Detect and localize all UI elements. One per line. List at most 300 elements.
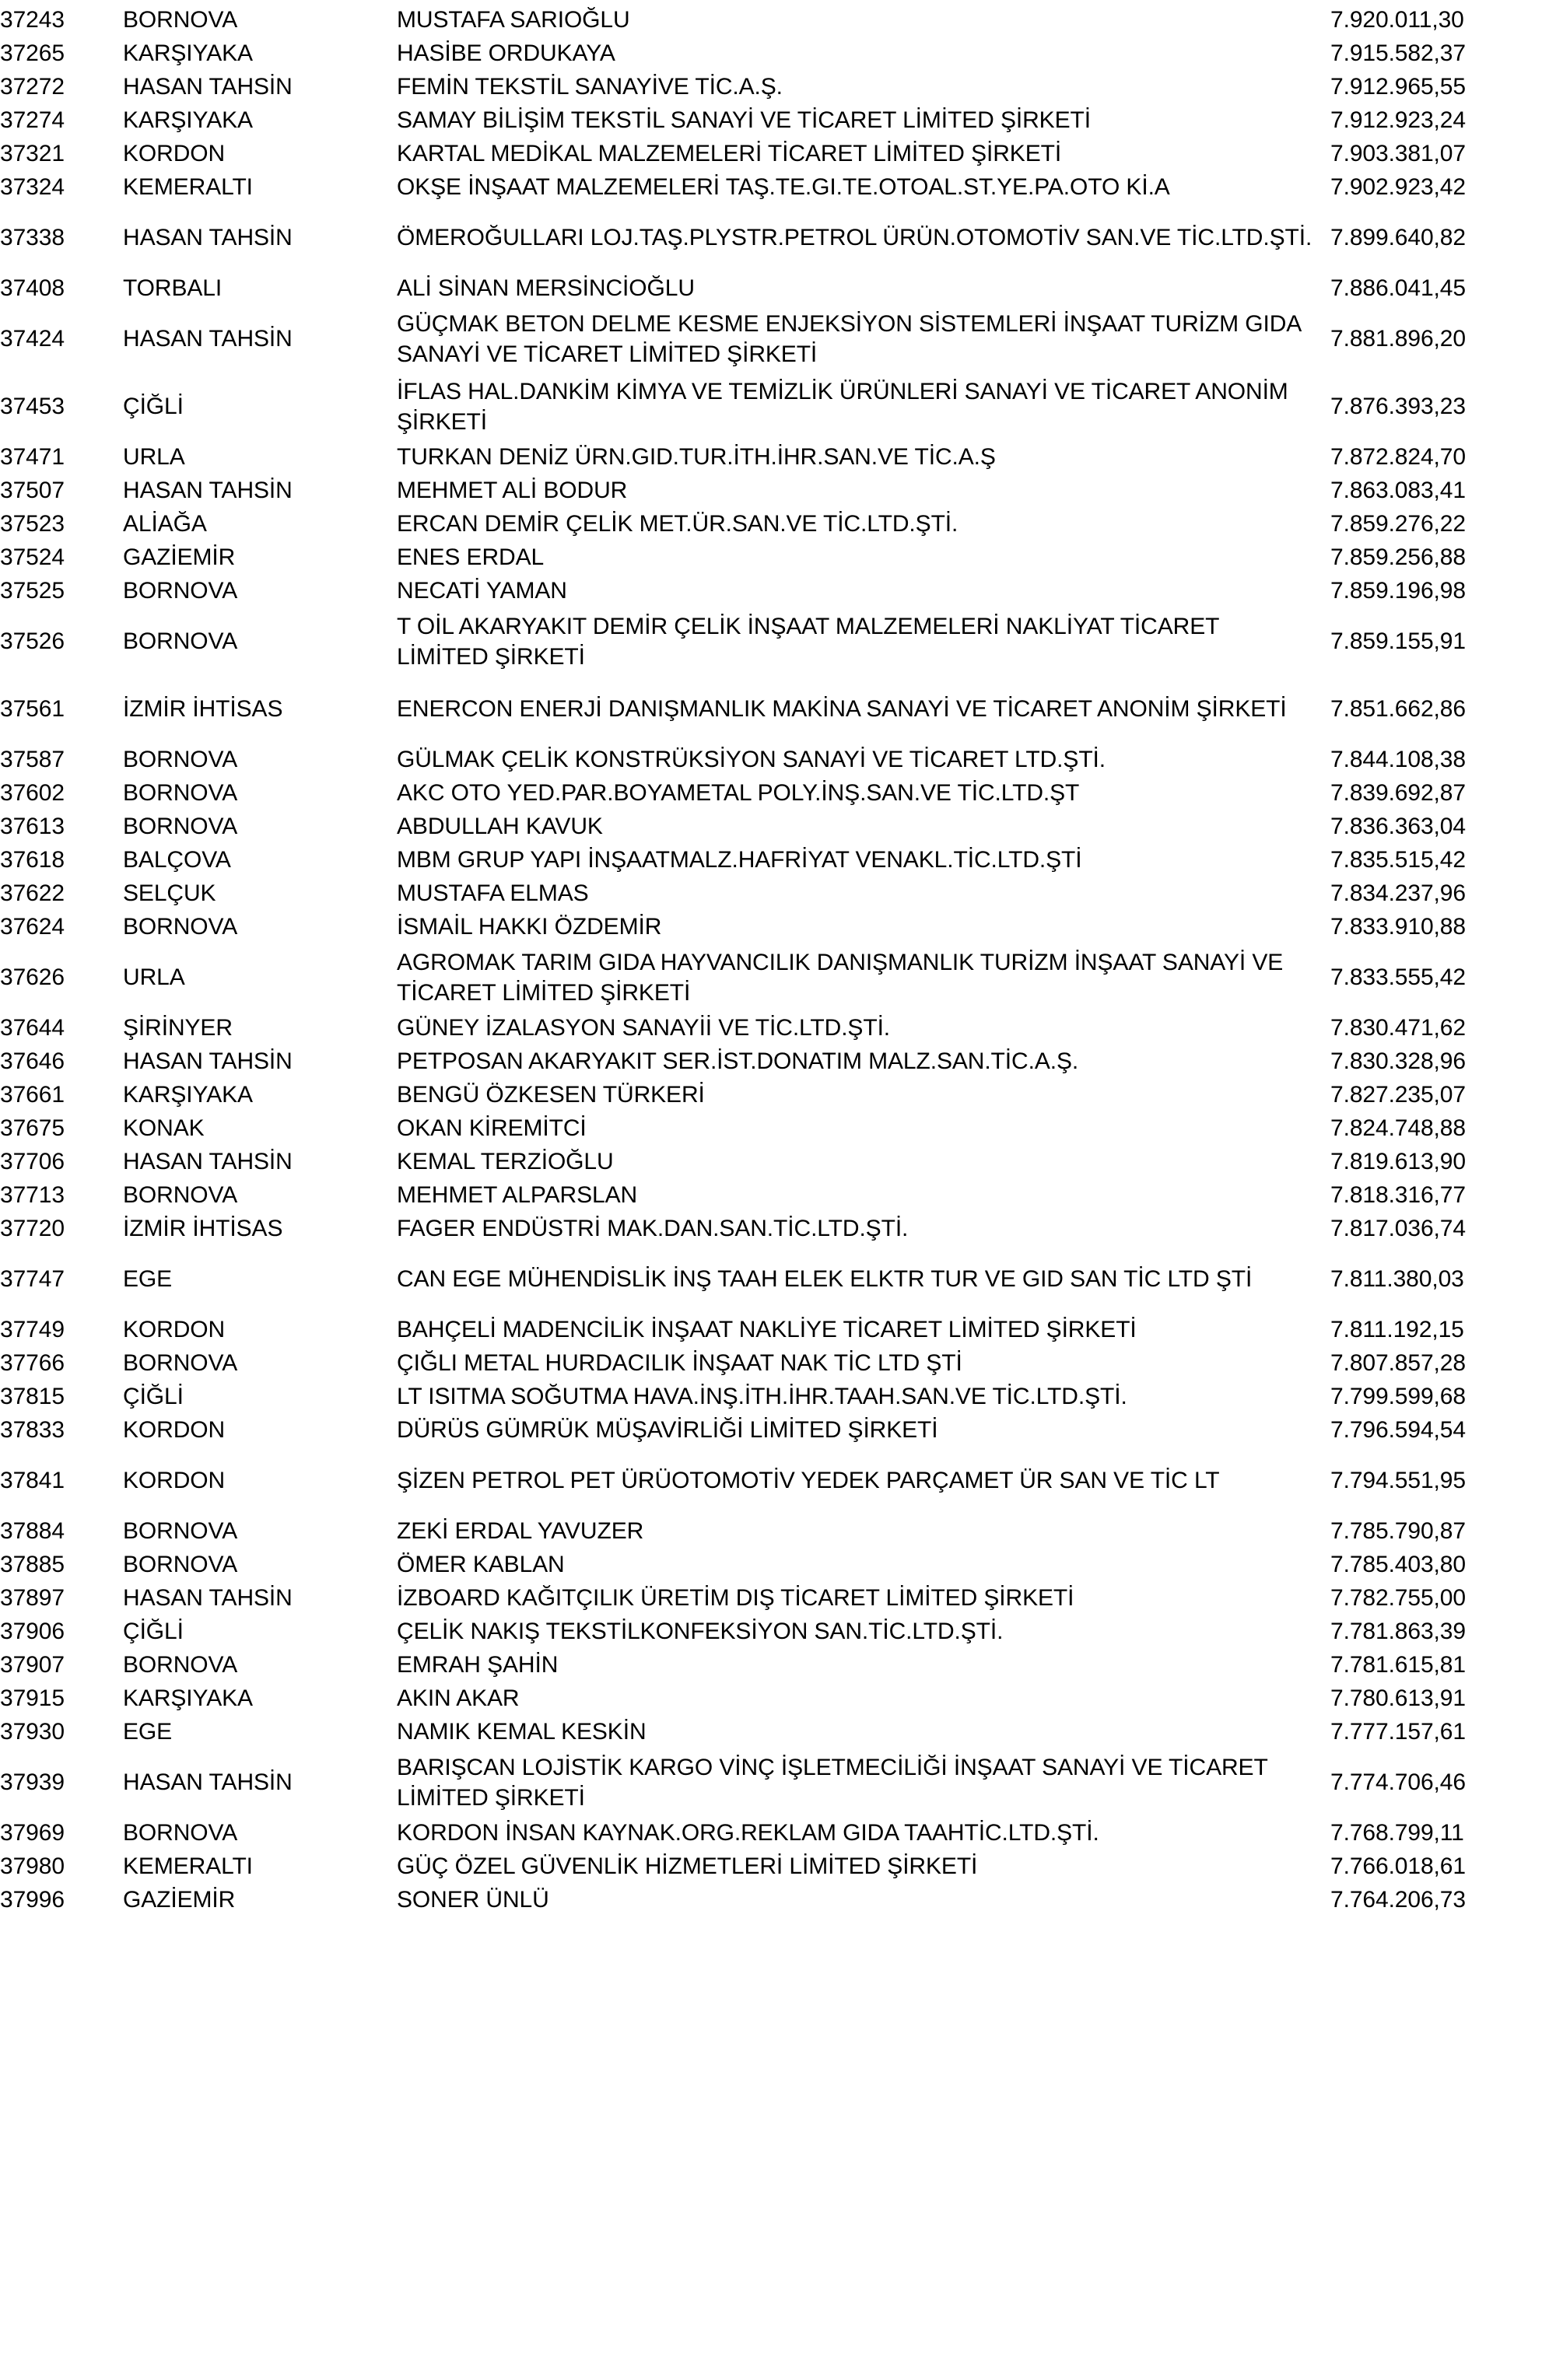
column-gap-3 [1316, 607, 1330, 675]
column-gap-1 [100, 103, 123, 137]
column-gap-4 [1509, 1883, 1542, 1916]
column-gap-3 [1316, 1212, 1330, 1245]
cell-taxpayer-name: ZEKİ ERDAL YAVUZER [397, 1518, 644, 1544]
column-gap-3 [1316, 1883, 1330, 1916]
column-gap-3 [1316, 305, 1330, 373]
cell-sequence-number: 37644 [0, 1015, 65, 1041]
cell-debt-amount: 7.781.615,81 [1330, 1652, 1466, 1678]
column-gap-3 [1316, 137, 1330, 170]
cell-tax-office: BORNOVA [123, 1182, 238, 1208]
column-gap-1 [100, 843, 123, 877]
cell-tax-office: HASAN TAHSİN [123, 74, 293, 100]
cell-taxpayer-name: SONER ÜNLÜ [397, 1887, 549, 1913]
table-row [0, 1212, 1542, 1245]
cell-tax-office: SELÇUK [123, 880, 216, 906]
table-row [0, 204, 1542, 271]
cell-debt-amount: 7.782.755,00 [1330, 1585, 1466, 1611]
cell-debt-amount: 7.876.393,23 [1330, 394, 1466, 419]
cell-sequence-number: 37471 [0, 444, 65, 470]
cell-debt-amount: 7.920.011,30 [1330, 7, 1464, 33]
cell-tax-office: KORDON [123, 1468, 226, 1493]
column-gap-4 [1509, 843, 1542, 877]
cell-taxpayer-name: GÜNEY İZALASYON SANAYİİ VE TİC.LTD.ŞTİ. [397, 1015, 891, 1041]
column-gap-2 [370, 474, 397, 507]
cell-taxpayer-name: AGROMAK TARIM GIDA HAYVANCILIK DANIŞMANLIK TURİZM İNŞAAT SANAYİ VE TİCARET LİMİTED ŞİRKETİ [397, 949, 1284, 1006]
cell-tax-office: ÇİĞLİ [123, 1619, 184, 1644]
column-gap-1 [100, 1447, 123, 1514]
cell-sequence-number: 37243 [0, 7, 65, 33]
column-gap-1 [100, 1045, 123, 1078]
cell-taxpayer-name: ENERCON ENERJİ DANIŞMANLIK MAKİNA SANAYİ VE TİCARET ANONİM ŞİRKETİ [397, 696, 1287, 722]
cell-tax-office: BORNOVA [123, 1652, 238, 1678]
table-row [0, 776, 1542, 810]
column-gap-2 [370, 1346, 397, 1380]
cell-debt-amount: 7.839.692,87 [1330, 780, 1466, 806]
cell-taxpayer-name: ÇIĞLI METAL HURDACILIK İNŞAAT NAK TİC LTD ŞTİ [397, 1350, 962, 1376]
cell-sequence-number: 37321 [0, 141, 65, 166]
cell-tax-office: ALİAĞA [123, 511, 207, 537]
cell-taxpayer-name: DÜRÜS GÜMRÜK MÜŞAVİRLİĞİ LİMİTED ŞİRKETİ [397, 1417, 938, 1443]
cell-taxpayer-name: ÖMEROĞULLARI LOJ.TAŞ.PLYSTR.PETROL ÜRÜN.OTOMOTİV SAN.VE TİC.LTD.ŞTİ. [397, 225, 1312, 250]
column-gap-3 [1316, 776, 1330, 810]
cell-debt-amount: 7.764.206,73 [1330, 1887, 1466, 1913]
cell-tax-office: TORBALI [123, 275, 223, 301]
column-gap-1 [100, 743, 123, 776]
table-row [0, 1715, 1542, 1748]
cell-taxpayer-name: PETPOSAN AKARYAKIT SER.İST.DONATIM MALZ.SAN.TİC.A.Ş. [397, 1048, 1079, 1074]
column-gap-4 [1509, 743, 1542, 776]
column-gap-2 [370, 170, 397, 204]
column-gap-1 [100, 1715, 123, 1748]
cell-tax-office: KORDON [123, 1317, 226, 1342]
cell-taxpayer-name: NAMIK KEMAL KESKİN [397, 1719, 647, 1745]
column-gap-3 [1316, 877, 1330, 910]
column-gap-2 [370, 1615, 397, 1648]
column-gap-4 [1509, 474, 1542, 507]
cell-taxpayer-name: İZBOARD KAĞITÇILIK ÜRETİM DIŞ TİCARET LİMİTED ŞİRKETİ [397, 1585, 1074, 1611]
column-gap-4 [1509, 1346, 1542, 1380]
column-gap-2 [370, 70, 397, 103]
column-gap-4 [1509, 1548, 1542, 1581]
column-gap-4 [1509, 1245, 1542, 1313]
column-gap-4 [1509, 1045, 1542, 1078]
column-gap-4 [1509, 37, 1542, 70]
table-row [0, 1145, 1542, 1178]
cell-sequence-number: 37618 [0, 847, 65, 873]
cell-taxpayer-name: HASİBE ORDUKAYA [397, 40, 615, 66]
cell-debt-amount: 7.819.613,90 [1330, 1149, 1466, 1174]
cell-debt-amount: 7.766.018,61 [1330, 1853, 1466, 1879]
column-gap-1 [100, 170, 123, 204]
column-gap-3 [1316, 1615, 1330, 1648]
column-gap-3 [1316, 70, 1330, 103]
cell-tax-office: KARŞIYAKA [123, 1685, 253, 1711]
table-row [0, 1011, 1542, 1045]
cell-tax-office: BORNOVA [123, 1820, 238, 1846]
column-gap-2 [370, 1548, 397, 1581]
table-row [0, 1413, 1542, 1447]
cell-tax-office: KEMERALTI [123, 1853, 253, 1879]
cell-taxpayer-name: MUSTAFA ELMAS [397, 880, 589, 906]
cell-tax-office: ÇİĞLİ [123, 394, 184, 419]
cell-tax-office: ÇİĞLİ [123, 1384, 184, 1409]
column-gap-1 [100, 1380, 123, 1413]
column-gap-4 [1509, 1413, 1542, 1447]
column-gap-2 [370, 1011, 397, 1045]
table-row [0, 37, 1542, 70]
column-gap-3 [1316, 103, 1330, 137]
cell-tax-office: BORNOVA [123, 1518, 238, 1544]
column-gap-1 [100, 1850, 123, 1883]
column-gap-2 [370, 910, 397, 943]
cell-sequence-number: 37624 [0, 914, 65, 940]
table-row [0, 1682, 1542, 1715]
column-gap-1 [100, 1816, 123, 1850]
column-gap-3 [1316, 1346, 1330, 1380]
table-row [0, 1078, 1542, 1111]
column-gap-1 [100, 675, 123, 743]
cell-debt-amount: 7.780.613,91 [1330, 1685, 1466, 1711]
column-gap-2 [370, 1245, 397, 1313]
column-gap-2 [370, 1648, 397, 1682]
table-row [0, 373, 1542, 440]
column-gap-4 [1509, 541, 1542, 574]
column-gap-2 [370, 37, 397, 70]
cell-debt-amount: 7.859.256,88 [1330, 544, 1466, 570]
column-gap-3 [1316, 743, 1330, 776]
cell-sequence-number: 37720 [0, 1216, 65, 1241]
cell-debt-amount: 7.903.381,07 [1330, 141, 1466, 166]
table-row [0, 743, 1542, 776]
table-row [0, 1346, 1542, 1380]
table-row [0, 1548, 1542, 1581]
column-gap-3 [1316, 1648, 1330, 1682]
column-gap-2 [370, 507, 397, 541]
table-row [0, 1045, 1542, 1078]
cell-debt-amount: 7.799.599,68 [1330, 1384, 1466, 1409]
column-gap-1 [100, 1245, 123, 1313]
cell-taxpayer-name: İSMAİL HAKKI ÖZDEMİR [397, 914, 662, 940]
cell-sequence-number: 37749 [0, 1317, 65, 1342]
column-gap-4 [1509, 877, 1542, 910]
column-gap-1 [100, 1682, 123, 1715]
column-gap-3 [1316, 1748, 1330, 1816]
cell-debt-amount: 7.851.662,86 [1330, 696, 1466, 722]
cell-debt-amount: 7.859.276,22 [1330, 511, 1466, 537]
cell-tax-office: GAZİEMİR [123, 544, 236, 570]
table-row [0, 137, 1542, 170]
cell-debt-amount: 7.859.196,98 [1330, 578, 1466, 604]
cell-tax-office: EGE [123, 1266, 173, 1292]
cell-sequence-number: 37524 [0, 544, 65, 570]
cell-sequence-number: 37424 [0, 326, 65, 352]
column-gap-3 [1316, 1078, 1330, 1111]
column-gap-1 [100, 70, 123, 103]
column-gap-2 [370, 1078, 397, 1111]
column-gap-4 [1509, 943, 1542, 1011]
table-row [0, 1447, 1542, 1514]
column-gap-1 [100, 607, 123, 675]
column-gap-4 [1509, 1850, 1542, 1883]
cell-debt-amount: 7.817.036,74 [1330, 1216, 1466, 1241]
table-row [0, 1581, 1542, 1615]
table-row [0, 1178, 1542, 1212]
table-row [0, 877, 1542, 910]
cell-taxpayer-name: GÜLMAK ÇELİK KONSTRÜKSİYON SANAYİ VE TİCARET LTD.ŞTİ. [397, 747, 1106, 772]
column-gap-3 [1316, 1245, 1330, 1313]
column-gap-4 [1509, 1313, 1542, 1346]
column-gap-4 [1509, 675, 1542, 743]
cell-debt-amount: 7.912.923,24 [1330, 107, 1466, 133]
cell-sequence-number: 37747 [0, 1266, 65, 1292]
column-gap-4 [1509, 776, 1542, 810]
cell-sequence-number: 37507 [0, 478, 65, 503]
table-row [0, 910, 1542, 943]
column-gap-3 [1316, 910, 1330, 943]
cell-sequence-number: 37453 [0, 394, 65, 419]
cell-sequence-number: 37324 [0, 174, 65, 200]
column-gap-2 [370, 1748, 397, 1816]
cell-taxpayer-name: OKŞE İNŞAAT MALZEMELERİ TAŞ.TE.GI.TE.OTOAL.ST.YE.PA.OTO Kİ.A [397, 174, 1170, 200]
column-gap-1 [100, 541, 123, 574]
table-row [0, 607, 1542, 675]
cell-sequence-number: 37939 [0, 1769, 65, 1795]
cell-taxpayer-name: ÇELİK NAKIŞ TEKSTİLKONFEKSİYON SAN.TİC.LTD.ŞTİ. [397, 1619, 1004, 1644]
column-gap-4 [1509, 910, 1542, 943]
cell-debt-amount: 7.827.235,07 [1330, 1082, 1466, 1108]
cell-sequence-number: 37915 [0, 1685, 65, 1711]
column-gap-2 [370, 440, 397, 474]
cell-debt-amount: 7.811.380,03 [1330, 1266, 1464, 1292]
column-gap-3 [1316, 1447, 1330, 1514]
cell-debt-amount: 7.902.923,42 [1330, 174, 1466, 200]
column-gap-4 [1509, 70, 1542, 103]
cell-sequence-number: 37675 [0, 1115, 65, 1141]
table-row [0, 1313, 1542, 1346]
cell-sequence-number: 37265 [0, 40, 65, 66]
cell-tax-office: KORDON [123, 1417, 226, 1443]
column-gap-4 [1509, 1748, 1542, 1816]
column-gap-1 [100, 507, 123, 541]
column-gap-3 [1316, 1178, 1330, 1212]
column-gap-1 [100, 305, 123, 373]
column-gap-2 [370, 1313, 397, 1346]
column-gap-2 [370, 877, 397, 910]
table-row [0, 541, 1542, 574]
cell-tax-office: HASAN TAHSİN [123, 225, 293, 250]
cell-debt-amount: 7.794.551,95 [1330, 1468, 1466, 1493]
column-gap-1 [100, 1178, 123, 1212]
column-gap-3 [1316, 170, 1330, 204]
cell-debt-amount: 7.811.192,15 [1330, 1317, 1464, 1342]
column-gap-3 [1316, 1313, 1330, 1346]
column-gap-2 [370, 137, 397, 170]
table-row [0, 843, 1542, 877]
cell-sequence-number: 37587 [0, 747, 65, 772]
column-gap-3 [1316, 3, 1330, 37]
cell-taxpayer-name: GÜÇ ÖZEL GÜVENLİK HİZMETLERİ LİMİTED ŞİRKETİ [397, 1853, 978, 1879]
table-row [0, 1748, 1542, 1816]
cell-taxpayer-name: T OİL AKARYAKIT DEMİR ÇELİK İNŞAAT MALZEMELERİ NAKLİYAT TİCARET LİMİTED ŞİRKETİ [397, 613, 1219, 670]
table-row [0, 1514, 1542, 1548]
cell-tax-office: BORNOVA [123, 578, 238, 604]
cell-tax-office: HASAN TAHSİN [123, 1149, 293, 1174]
column-gap-3 [1316, 507, 1330, 541]
cell-taxpayer-name: SAMAY BİLİŞİM TEKSTİL SANAYİ VE TİCARET LİMİTED ŞİRKETİ [397, 107, 1091, 133]
cell-debt-amount: 7.785.403,80 [1330, 1552, 1466, 1577]
column-gap-1 [100, 137, 123, 170]
column-gap-2 [370, 1178, 397, 1212]
cell-debt-amount: 7.834.237,96 [1330, 880, 1466, 906]
column-gap-3 [1316, 204, 1330, 271]
table-row [0, 1816, 1542, 1850]
cell-taxpayer-name: ALİ SİNAN MERSİNCİOĞLU [397, 275, 695, 301]
cell-debt-amount: 7.886.041,45 [1330, 275, 1466, 301]
cell-tax-office: GAZİEMİR [123, 1887, 236, 1913]
cell-tax-office: BORNOVA [123, 1350, 238, 1376]
cell-taxpayer-name: EMRAH ŞAHİN [397, 1652, 559, 1678]
cell-debt-amount: 7.872.824,70 [1330, 444, 1466, 470]
cell-sequence-number: 37906 [0, 1619, 65, 1644]
cell-tax-office: ŞİRİNYER [123, 1015, 233, 1041]
column-gap-2 [370, 3, 397, 37]
column-gap-1 [100, 1145, 123, 1178]
column-gap-1 [100, 37, 123, 70]
cell-taxpayer-name: İFLAS HAL.DANKİM KİMYA VE TEMİZLİK ÜRÜNLERİ SANAYİ VE TİCARET ANONİM ŞİRKETİ [397, 378, 1288, 435]
column-gap-1 [100, 1514, 123, 1548]
column-gap-2 [370, 271, 397, 305]
cell-debt-amount: 7.796.594,54 [1330, 1417, 1466, 1443]
cell-tax-office: KORDON [123, 141, 226, 166]
cell-tax-office: BORNOVA [123, 814, 238, 839]
cell-sequence-number: 37706 [0, 1149, 65, 1174]
cell-taxpayer-name: MUSTAFA SARIOĞLU [397, 7, 630, 33]
cell-tax-office: İZMİR İHTİSAS [123, 1216, 283, 1241]
column-gap-2 [370, 1850, 397, 1883]
column-gap-1 [100, 3, 123, 37]
column-gap-4 [1509, 1715, 1542, 1748]
cell-sequence-number: 37996 [0, 1887, 65, 1913]
column-gap-4 [1509, 103, 1542, 137]
column-gap-2 [370, 1447, 397, 1514]
column-gap-1 [100, 776, 123, 810]
column-gap-3 [1316, 37, 1330, 70]
table-row [0, 271, 1542, 305]
cell-tax-office: KARŞIYAKA [123, 107, 253, 133]
cell-sequence-number: 37833 [0, 1417, 65, 1443]
column-gap-1 [100, 1883, 123, 1916]
cell-debt-amount: 7.912.965,55 [1330, 74, 1466, 100]
column-gap-1 [100, 810, 123, 843]
column-gap-4 [1509, 607, 1542, 675]
cell-debt-amount: 7.844.108,38 [1330, 747, 1466, 772]
column-gap-2 [370, 675, 397, 743]
column-gap-3 [1316, 1380, 1330, 1413]
cell-debt-amount: 7.781.863,39 [1330, 1619, 1466, 1644]
table-row [0, 1111, 1542, 1145]
column-gap-2 [370, 103, 397, 137]
cell-sequence-number: 37523 [0, 511, 65, 537]
cell-debt-amount: 7.830.471,62 [1330, 1015, 1466, 1041]
cell-debt-amount: 7.818.316,77 [1330, 1182, 1466, 1208]
column-gap-2 [370, 743, 397, 776]
column-gap-1 [100, 877, 123, 910]
column-gap-2 [370, 1111, 397, 1145]
taxpayer-debt-table [0, 3, 1542, 1916]
cell-sequence-number: 37930 [0, 1719, 65, 1745]
column-gap-2 [370, 1514, 397, 1548]
cell-tax-office: HASAN TAHSİN [123, 326, 293, 352]
column-gap-3 [1316, 675, 1330, 743]
column-gap-2 [370, 1045, 397, 1078]
column-gap-3 [1316, 843, 1330, 877]
column-gap-3 [1316, 541, 1330, 574]
column-gap-1 [100, 1648, 123, 1682]
column-gap-2 [370, 943, 397, 1011]
cell-taxpayer-name: TURKAN DENİZ ÜRN.GID.TUR.İTH.İHR.SAN.VE TİC.A.Ş [397, 444, 996, 470]
column-gap-2 [370, 1682, 397, 1715]
table-body [0, 3, 1542, 1916]
column-gap-2 [370, 843, 397, 877]
cell-sequence-number: 37525 [0, 578, 65, 604]
column-gap-1 [100, 1581, 123, 1615]
table-row [0, 3, 1542, 37]
cell-taxpayer-name: ÖMER KABLAN [397, 1552, 565, 1577]
column-gap-4 [1509, 204, 1542, 271]
table-row [0, 103, 1542, 137]
cell-tax-office: HASAN TAHSİN [123, 1585, 293, 1611]
cell-taxpayer-name: ERCAN DEMİR ÇELİK MET.ÜR.SAN.VE TİC.LTD.ŞTİ. [397, 511, 958, 537]
cell-taxpayer-name: ENES ERDAL [397, 544, 545, 570]
cell-debt-amount: 7.824.748,88 [1330, 1115, 1466, 1141]
column-gap-3 [1316, 1514, 1330, 1548]
column-gap-1 [100, 1313, 123, 1346]
cell-tax-office: HASAN TAHSİN [123, 478, 293, 503]
column-gap-2 [370, 541, 397, 574]
column-gap-2 [370, 1145, 397, 1178]
column-gap-1 [100, 373, 123, 440]
cell-taxpayer-name: ŞİZEN PETROL PET ÜRÜOTOMOTİV YEDEK PARÇAMET ÜR SAN VE TİC LT [397, 1468, 1220, 1493]
cell-tax-office: HASAN TAHSİN [123, 1048, 293, 1074]
cell-sequence-number: 37272 [0, 74, 65, 100]
cell-debt-amount: 7.833.555,42 [1330, 964, 1466, 990]
cell-taxpayer-name: FEMİN TEKSTİL SANAYİVE TİC.A.Ş. [397, 74, 783, 100]
column-gap-4 [1509, 1581, 1542, 1615]
cell-taxpayer-name: MEHMET ALİ BODUR [397, 478, 628, 503]
cell-sequence-number: 37980 [0, 1853, 65, 1879]
cell-sequence-number: 37885 [0, 1552, 65, 1577]
column-gap-2 [370, 574, 397, 607]
table-row [0, 574, 1542, 607]
cell-debt-amount: 7.836.363,04 [1330, 814, 1466, 839]
table-row [0, 1245, 1542, 1313]
column-gap-2 [370, 373, 397, 440]
column-gap-4 [1509, 440, 1542, 474]
column-gap-2 [370, 810, 397, 843]
column-gap-1 [100, 1615, 123, 1648]
table-row [0, 810, 1542, 843]
column-gap-2 [370, 1816, 397, 1850]
column-gap-2 [370, 204, 397, 271]
cell-sequence-number: 37526 [0, 628, 65, 654]
column-gap-3 [1316, 373, 1330, 440]
table-row [0, 1380, 1542, 1413]
column-gap-1 [100, 474, 123, 507]
cell-taxpayer-name: KEMAL TERZİOĞLU [397, 1149, 614, 1174]
cell-taxpayer-name: NECATİ YAMAN [397, 578, 567, 604]
cell-debt-amount: 7.881.896,20 [1330, 326, 1466, 352]
cell-taxpayer-name: FAGER ENDÜSTRİ MAK.DAN.SAN.TİC.LTD.ŞTİ. [397, 1216, 909, 1241]
